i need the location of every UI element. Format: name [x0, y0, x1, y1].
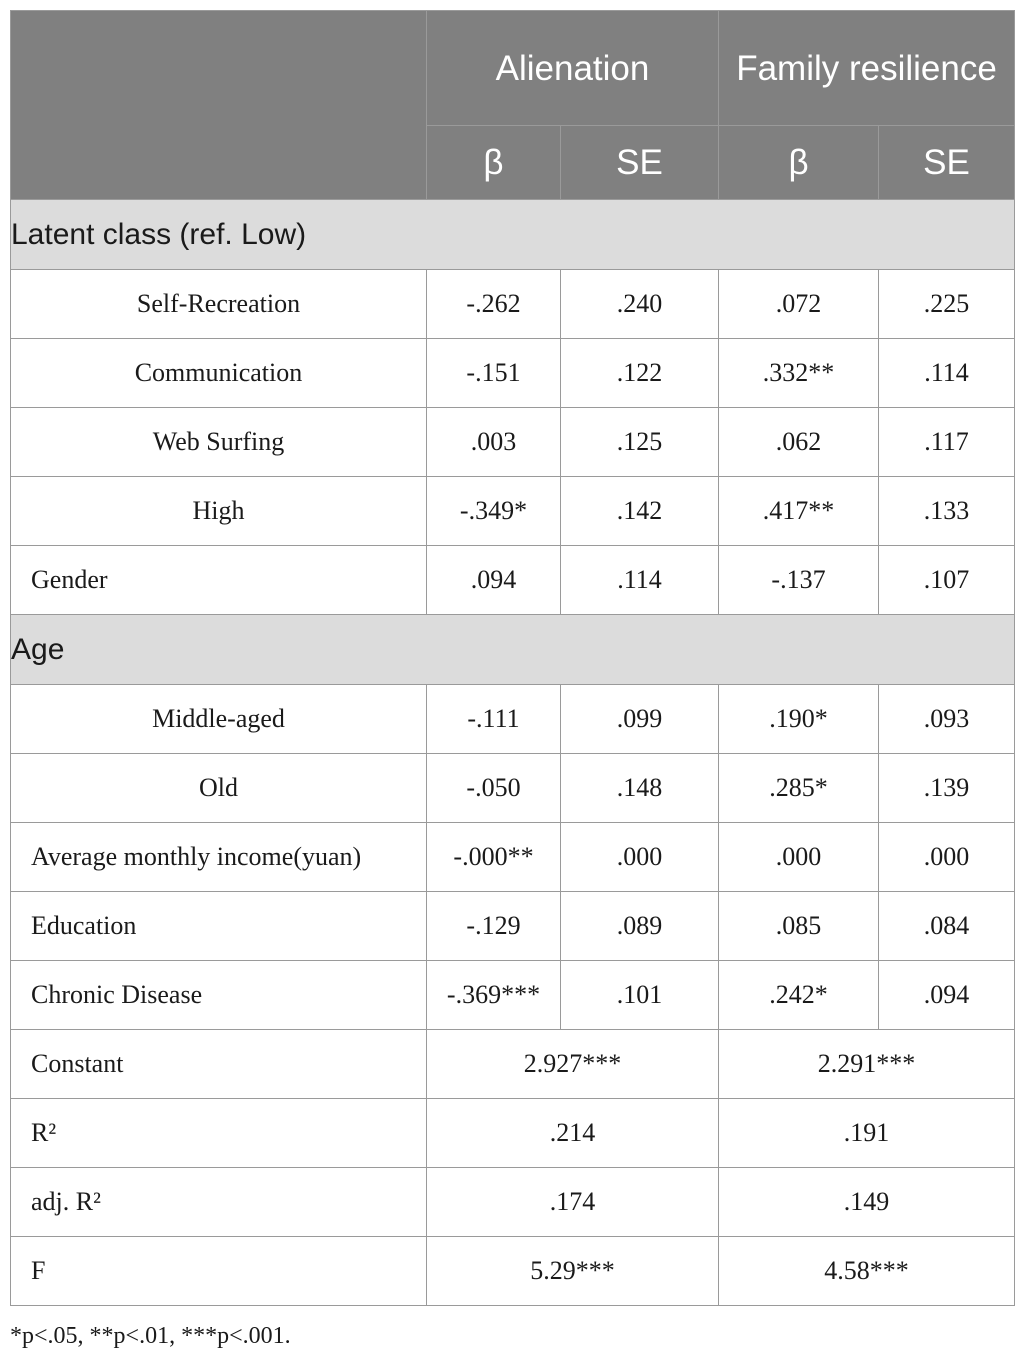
alienation-beta-cell: -.349* [427, 477, 561, 546]
alienation-value-cell: 5.29*** [427, 1237, 719, 1306]
row-label: adj. R² [11, 1168, 427, 1237]
alienation-se-cell: .148 [561, 754, 719, 823]
alienation-se-cell: .089 [561, 892, 719, 961]
family-se-cell: .093 [879, 685, 1015, 754]
alienation-value-cell: 2.927*** [427, 1030, 719, 1099]
alienation-value-cell: .214 [427, 1099, 719, 1168]
alienation-beta-cell: -.111 [427, 685, 561, 754]
table-row-middle-aged [11, 685, 1015, 754]
family-beta-cell: .072 [719, 270, 879, 339]
table-row-constant [11, 1030, 1015, 1099]
family-se-cell: .084 [879, 892, 1015, 961]
section-row-age [11, 615, 1015, 685]
family-se-cell: .107 [879, 546, 1015, 615]
row-label: Chronic Disease [11, 961, 427, 1030]
alienation-se-cell: .000 [561, 823, 719, 892]
family-beta-cell: .190* [719, 685, 879, 754]
header-alienation-beta: β [427, 126, 561, 200]
row-label: Communication [11, 339, 427, 408]
table-row-self-recreation [11, 270, 1015, 339]
alienation-se-cell: .101 [561, 961, 719, 1030]
table-row-chronic-disease [11, 961, 1015, 1030]
table-row-education [11, 892, 1015, 961]
alienation-beta-cell: .094 [427, 546, 561, 615]
header-alienation: Alienation [427, 11, 719, 126]
family-se-cell: .133 [879, 477, 1015, 546]
row-label: R² [11, 1099, 427, 1168]
header-row-groups [11, 11, 1015, 126]
table-row-f-statistic [11, 1237, 1015, 1306]
table-row-high [11, 477, 1015, 546]
section-row-latent-class [11, 200, 1015, 270]
alienation-beta-cell: -.262 [427, 270, 561, 339]
family-value-cell: 4.58*** [719, 1237, 1015, 1306]
row-label: Gender [11, 546, 427, 615]
alienation-se-cell: .114 [561, 546, 719, 615]
row-label: Web Surfing [11, 408, 427, 477]
alienation-beta-cell: .003 [427, 408, 561, 477]
family-beta-cell: .242* [719, 961, 879, 1030]
family-beta-cell: .417** [719, 477, 879, 546]
alienation-se-cell: .240 [561, 270, 719, 339]
alienation-se-cell: .125 [561, 408, 719, 477]
table-row-web-surfing [11, 408, 1015, 477]
family-beta-cell: .062 [719, 408, 879, 477]
alienation-beta-cell: -.151 [427, 339, 561, 408]
table-row-adj-r-squared [11, 1168, 1015, 1237]
alienation-se-cell: .142 [561, 477, 719, 546]
section-label-latent-class: Latent class (ref. Low) [11, 200, 1015, 270]
alienation-se-cell: .099 [561, 685, 719, 754]
table-row-r-squared [11, 1099, 1015, 1168]
table-row-communication [11, 339, 1015, 408]
family-value-cell: .191 [719, 1099, 1015, 1168]
row-label: Self-Recreation [11, 270, 427, 339]
row-label: Education [11, 892, 427, 961]
family-value-cell: .149 [719, 1168, 1015, 1237]
family-beta-cell: .332** [719, 339, 879, 408]
header-family-se: SE [879, 126, 1015, 200]
family-beta-cell: .000 [719, 823, 879, 892]
family-value-cell: 2.291*** [719, 1030, 1015, 1099]
section-label-age: Age [11, 615, 1015, 685]
alienation-beta-cell: -.369*** [427, 961, 561, 1030]
family-se-cell: .000 [879, 823, 1015, 892]
alienation-beta-cell: -.000** [427, 823, 561, 892]
family-beta-cell: .085 [719, 892, 879, 961]
alienation-value-cell: .174 [427, 1168, 719, 1237]
header-family-resilience: Family resilience [719, 11, 1015, 126]
header-family-beta: β [719, 126, 879, 200]
family-se-cell: .114 [879, 339, 1015, 408]
significance-footnote: *p<.05, **p<.01, ***p<.001. [10, 1323, 291, 1349]
row-label: Old [11, 754, 427, 823]
family-beta-cell: .285* [719, 754, 879, 823]
family-se-cell: .225 [879, 270, 1015, 339]
header-blank-cell [11, 11, 427, 200]
family-beta-cell: -.137 [719, 546, 879, 615]
family-se-cell: .094 [879, 961, 1015, 1030]
row-label: Middle-aged [11, 685, 427, 754]
regression-table [10, 10, 1015, 1306]
family-se-cell: .139 [879, 754, 1015, 823]
row-label: F [11, 1237, 427, 1306]
family-se-cell: .117 [879, 408, 1015, 477]
table-row-old [11, 754, 1015, 823]
table-row-income [11, 823, 1015, 892]
alienation-beta-cell: -.050 [427, 754, 561, 823]
row-label: Average monthly income(yuan) [11, 823, 427, 892]
row-label: Constant [11, 1030, 427, 1099]
header-alienation-se: SE [561, 126, 719, 200]
row-label: High [11, 477, 427, 546]
table-row-gender [11, 546, 1015, 615]
alienation-beta-cell: -.129 [427, 892, 561, 961]
alienation-se-cell: .122 [561, 339, 719, 408]
